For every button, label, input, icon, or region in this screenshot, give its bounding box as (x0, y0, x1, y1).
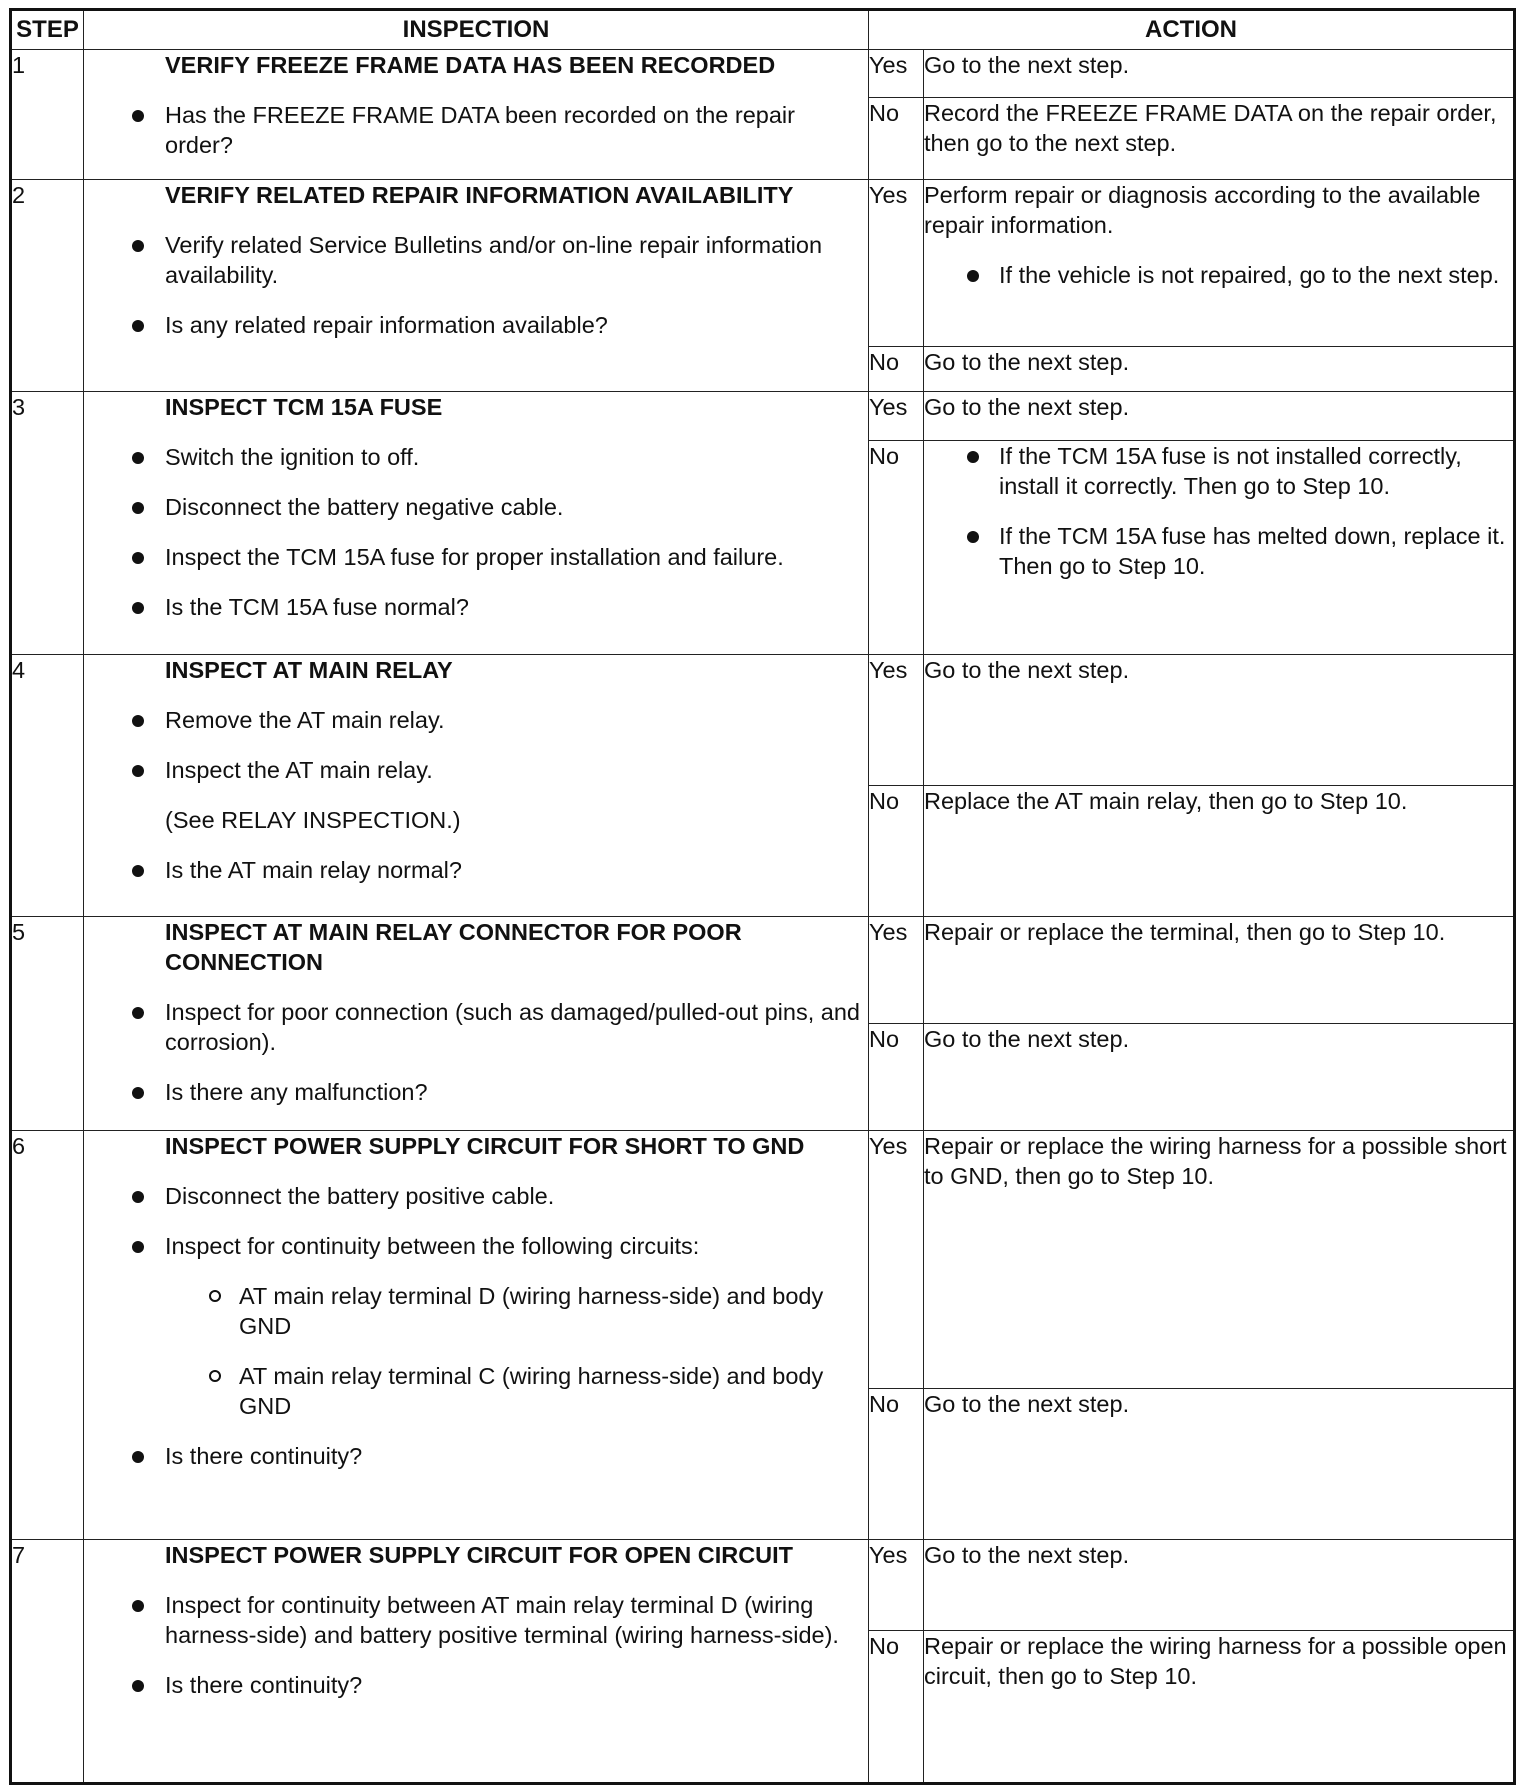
step-number: 3 (11, 392, 84, 655)
inspection-item: Switch the ignition to off. (84, 442, 868, 472)
step-column-header: STEP (11, 10, 84, 50)
inspection-item: Disconnect the battery negative cable. (84, 492, 868, 522)
inspection-subitem: AT main relay terminal D (wiring harness-side) and body GND (84, 1281, 868, 1341)
step-title: INSPECT POWER SUPPLY CIRCUIT FOR SHORT TO GND (165, 1133, 805, 1159)
action-bullet: If the TCM 15A fuse is not installed correctly, install it correctly. Then go to Step 10. (924, 441, 1513, 501)
inspection-item: Remove the AT main relay. (84, 705, 868, 735)
inspection-item: Inspect the AT main relay. (84, 755, 868, 785)
step-title: INSPECT AT MAIN RELAY CONNECTOR FOR POOR CONNECTION (165, 919, 742, 975)
yes-label: Yes (869, 392, 924, 441)
table-header-row (11, 10, 1515, 50)
no-action-cell (924, 441, 1515, 655)
no-label: No (869, 347, 924, 392)
step-number: 6 (11, 1131, 84, 1540)
inspection-cell (84, 50, 869, 180)
no-action: Record the FREEZE FRAME DATA on the repair order, then go to the next step. (924, 98, 1515, 180)
inspection-item: Is there any malfunction? (84, 1077, 868, 1107)
inspection-subitem: AT main relay terminal C (wiring harness-side) and body GND (84, 1361, 868, 1421)
action-bullet: If the vehicle is not repaired, go to the next step. (924, 260, 1513, 290)
yes-action: Go to the next step. (924, 1540, 1515, 1631)
table-row (11, 392, 1515, 441)
no-action: Go to the next step. (924, 1389, 1515, 1540)
no-label: No (869, 1024, 924, 1131)
inspection-cell (84, 180, 869, 392)
yes-label: Yes (869, 1540, 924, 1631)
inspection-cell (84, 392, 869, 655)
yes-label: Yes (869, 1131, 924, 1389)
inspection-item: Is any related repair information available? (84, 310, 868, 340)
table-row (11, 180, 1515, 347)
no-action: Go to the next step. (924, 1024, 1515, 1131)
table-row (11, 50, 1515, 98)
table-row (11, 1540, 1515, 1631)
yes-label: Yes (869, 655, 924, 786)
action-bullet: If the TCM 15A fuse has melted down, replace it. Then go to Step 10. (924, 521, 1513, 581)
inspection-item: Is there continuity? (84, 1441, 868, 1471)
table-row (11, 1131, 1515, 1389)
inspection-item: Has the FREEZE FRAME DATA been recorded on the repair order? (84, 100, 868, 160)
no-label: No (869, 441, 924, 655)
table-row (11, 655, 1515, 786)
no-action: Repair or replace the wiring harness for a possible open circuit, then go to Step 10. (924, 1631, 1515, 1784)
inspection-item: Disconnect the battery positive cable. (84, 1181, 868, 1211)
step-number: 5 (11, 917, 84, 1131)
yes-action: Go to the next step. (924, 655, 1515, 786)
yes-action-cell (924, 180, 1515, 347)
yes-action: Go to the next step. (924, 50, 1515, 98)
yes-action: Perform repair or diagnosis according to the available repair information. (924, 182, 1481, 238)
yes-label: Yes (869, 917, 924, 1024)
step-number: 2 (11, 180, 84, 392)
no-action: Replace the AT main relay, then go to Step 10. (924, 786, 1515, 917)
step-title: VERIFY RELATED REPAIR INFORMATION AVAILABILITY (165, 182, 794, 208)
step-title: INSPECT AT MAIN RELAY (165, 657, 453, 683)
inspection-cell (84, 917, 869, 1131)
no-action: Go to the next step. (924, 347, 1515, 392)
no-label: No (869, 98, 924, 180)
step-number: 1 (11, 50, 84, 180)
inspection-item: Is the TCM 15A fuse normal? (84, 592, 868, 622)
no-label: No (869, 1631, 924, 1784)
inspection-item: Is there continuity? (84, 1670, 868, 1700)
yes-action: Repair or replace the wiring harness for a possible short to GND, then go to Step 10. (924, 1131, 1515, 1389)
yes-action: Repair or replace the terminal, then go to Step 10. (924, 917, 1515, 1024)
inspection-item: Inspect for continuity between AT main relay terminal D (wiring harness-side) and battery positive terminal (wiring harness-side). (84, 1590, 868, 1650)
no-label: No (869, 786, 924, 917)
step-title: INSPECT TCM 15A FUSE (165, 394, 443, 420)
yes-label: Yes (869, 50, 924, 98)
step-number: 7 (11, 1540, 84, 1784)
inspection-cell (84, 655, 869, 917)
inspection-item: Verify related Service Bulletins and/or on-line repair information availability. (84, 230, 868, 290)
inspection-item: Is the AT main relay normal? (84, 855, 868, 885)
inspection-column-header: INSPECTION (84, 10, 869, 50)
yes-label: Yes (869, 180, 924, 347)
step-title: INSPECT POWER SUPPLY CIRCUIT FOR OPEN CIRCUIT (165, 1542, 794, 1568)
inspection-note: (See RELAY INSPECTION.) (165, 807, 461, 833)
inspection-item: Inspect for poor connection (such as damaged/pulled-out pins, and corrosion). (84, 997, 868, 1057)
step-number: 4 (11, 655, 84, 917)
inspection-item: Inspect for continuity between the following circuits: (84, 1231, 868, 1261)
inspection-item: Inspect the TCM 15A fuse for proper installation and failure. (84, 542, 868, 572)
inspection-cell (84, 1131, 869, 1540)
action-column-header: ACTION (869, 10, 1515, 50)
diagnostic-procedure-table (9, 8, 1516, 1785)
inspection-cell (84, 1540, 869, 1784)
yes-action: Go to the next step. (924, 392, 1515, 441)
no-label: No (869, 1389, 924, 1540)
step-title: VERIFY FREEZE FRAME DATA HAS BEEN RECORDED (165, 52, 776, 78)
table-row (11, 917, 1515, 1024)
